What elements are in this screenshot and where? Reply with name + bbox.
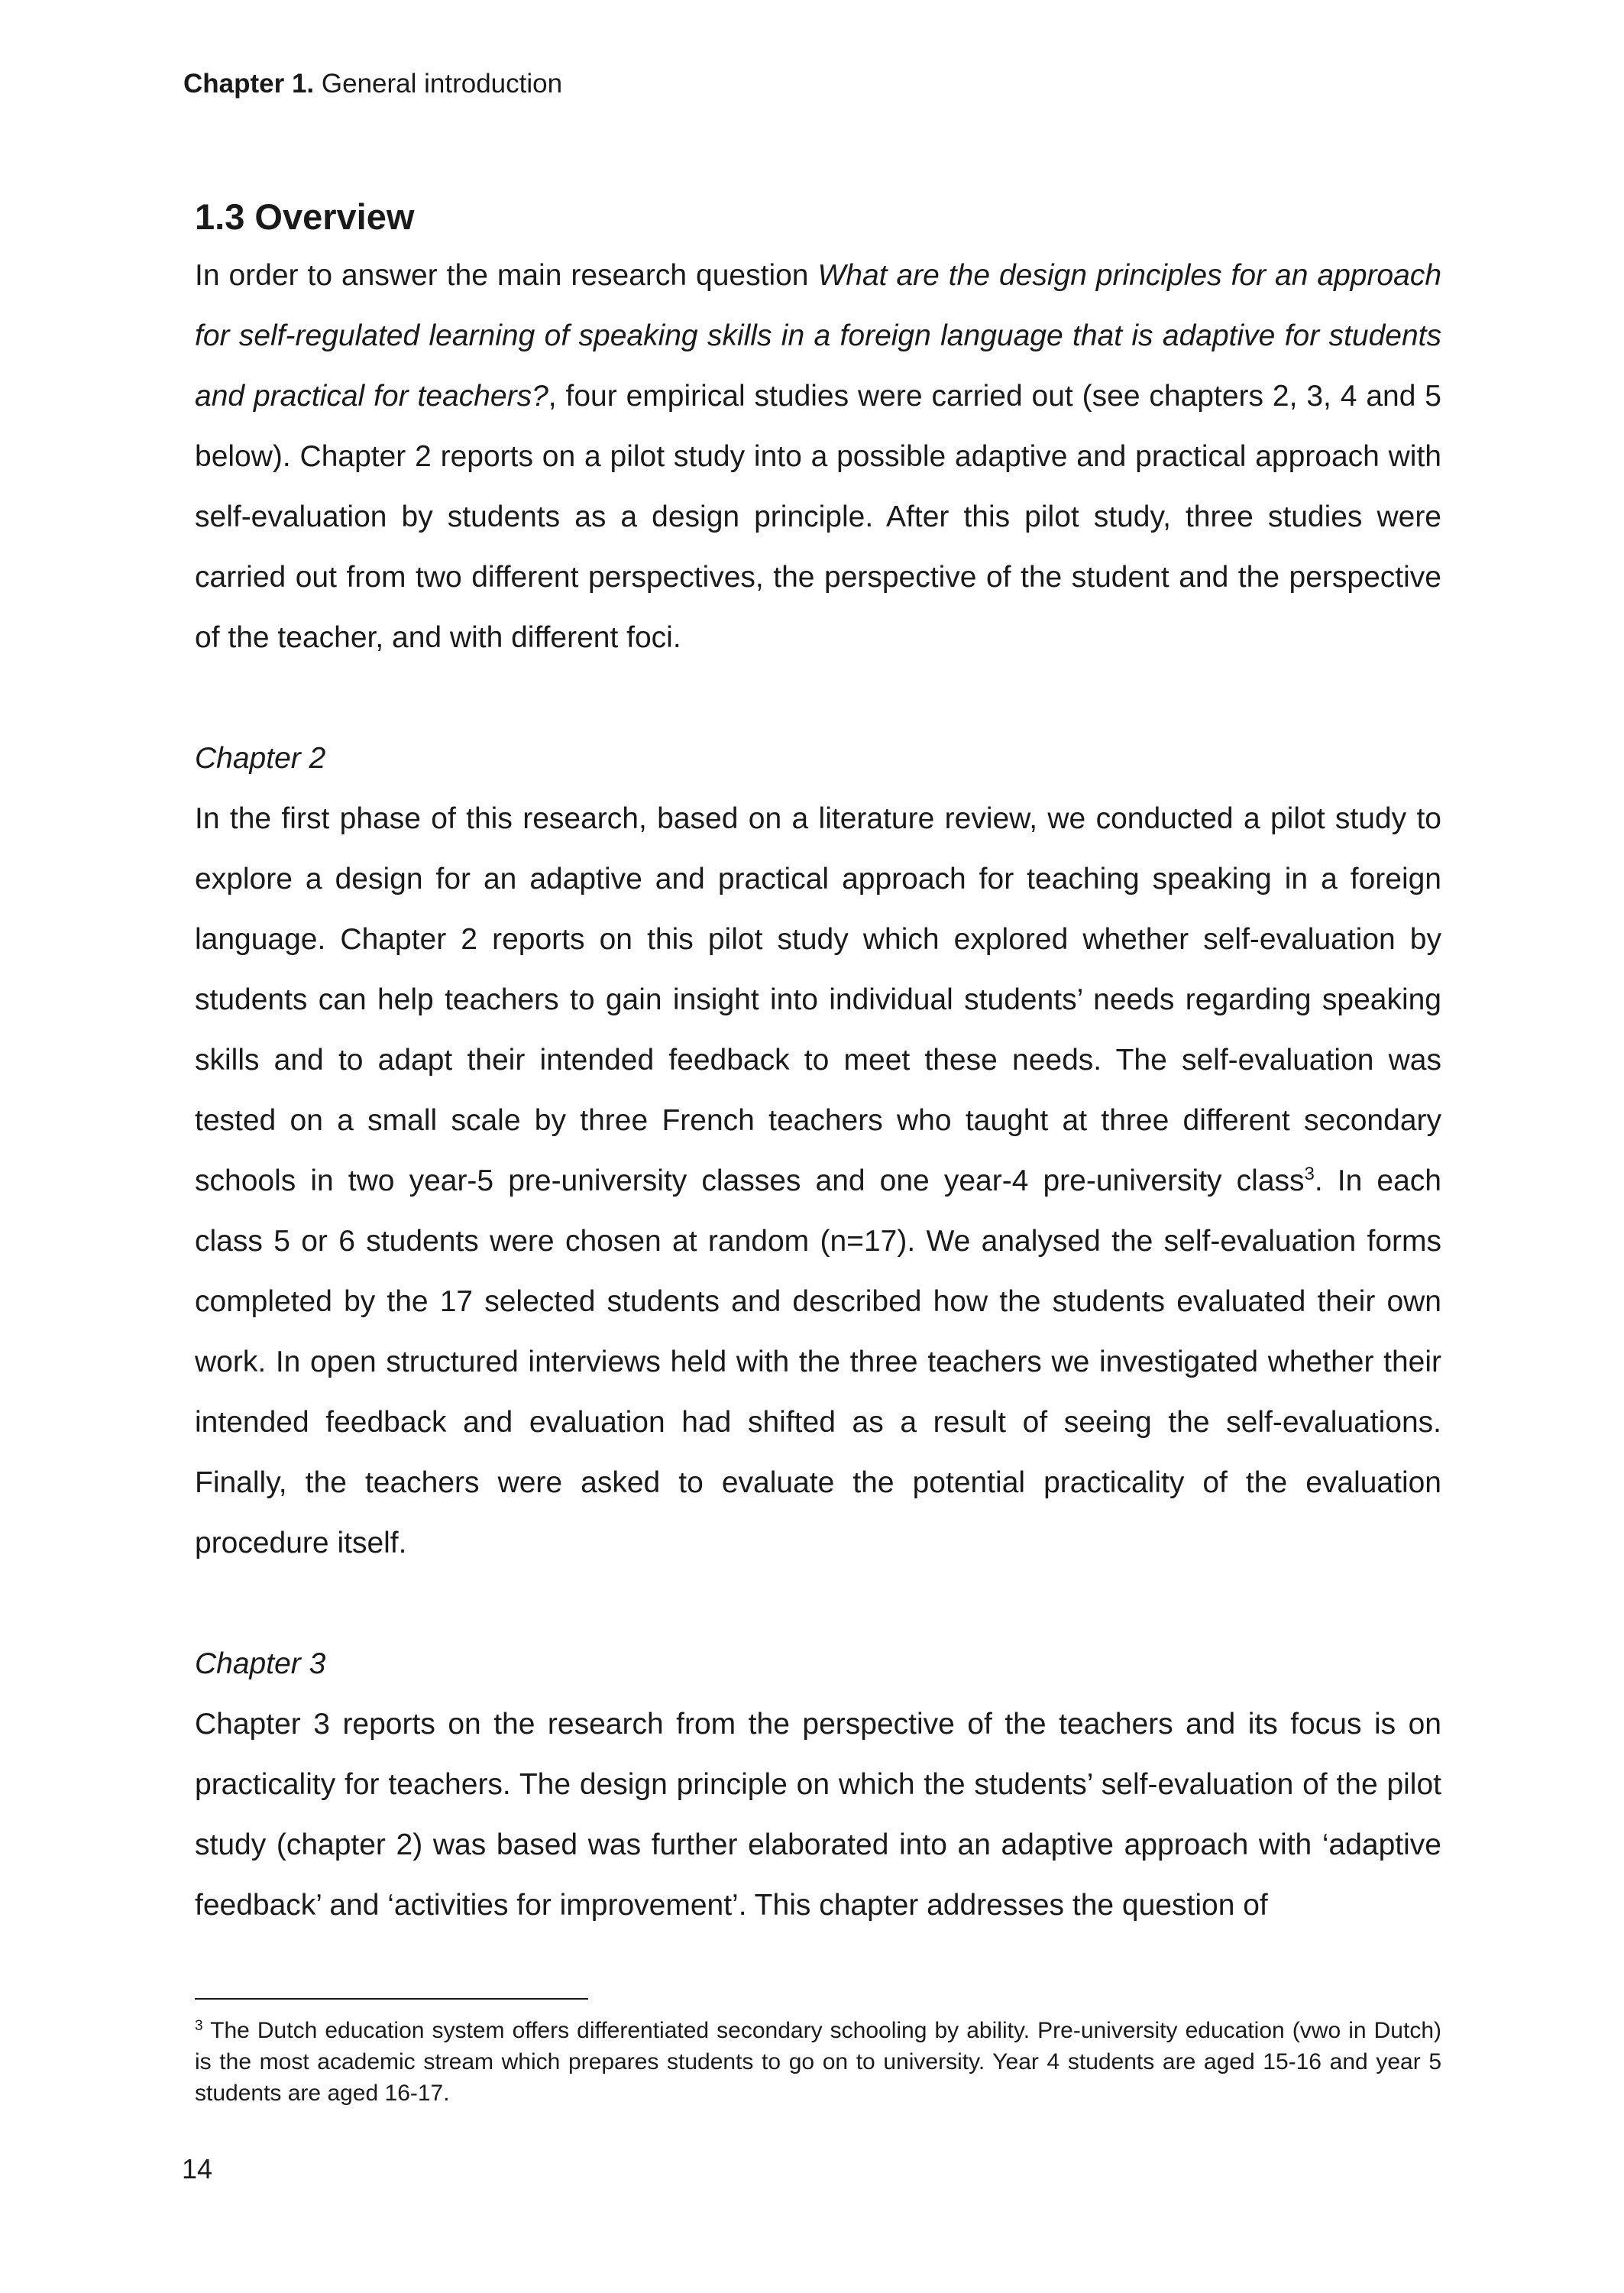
chapter-label: Chapter 1.	[183, 69, 315, 99]
research-question: What are the design principles for an approach for self-regulated learning of speaking skills in a foreign language that is adaptive for students and practical for teachers?	[195, 259, 1442, 413]
footnote-number: 3	[195, 2018, 203, 2034]
footnote-divider	[195, 1998, 588, 2000]
chapter2-text: In the first phase of this research, based on a literature review, we conducted a pilot study to explore a design for an adaptive and practical approach for teaching speaking in a foreign language. Chapter 2 reports on this pilot study which explored whether self-evaluation by students can help teachers to gain insight into individual students’ needs regarding speaking skills and to adapt their intended feedback to meet these needs. The self-evaluation was tested on a small scale by three French teachers who taught at three different secondary schools in two year-5 pre-university classes and one year-4 pre-university class	[195, 802, 1441, 1197]
intro-continuation: , four empirical studies were carried out (see chapters 2, 3, 4 and 5 below). Chapter 2 reports on a pilot study into a possible adaptive and practical approach with self-evaluation by students as a design principle. After this pilot study, three studies were carried out from two different perspectives, the perspective of the student and the perspective of the teacher, and with different foci.	[195, 380, 1441, 654]
intro-text: In order to answer the main research question	[195, 259, 818, 292]
chapter-title: General introduction	[321, 69, 563, 99]
overview-paragraph	[195, 245, 1441, 668]
chapter2-paragraph	[195, 789, 1441, 1573]
page-number: 14	[182, 2153, 213, 2185]
chapter2-heading: Chapter 2	[195, 742, 326, 775]
chapter3-paragraph: Chapter 3 reports on the research from the perspective of the teachers and its focus is on practicality for teachers. The design principle on which the students’ self-evaluation of the pilot study (chapter 2) was based was further elaborated into an adaptive approach with ‘adaptive feedback’ and ‘activities for improvement’. This chapter addresses the question of	[195, 1708, 1441, 1922]
running-header	[183, 66, 562, 102]
footnote	[195, 2015, 1441, 2109]
chapter3-heading: Chapter 3	[195, 1647, 326, 1680]
main-content	[195, 189, 1441, 1935]
footnote-text: The Dutch education system offers differentiated secondary schooling by ability. Pre-university education (vwo in Dutch) is the most academic stream which prepares students to go on to university. Year 4 students are aged 15-16 and year 5 students are aged 16-17.	[195, 2018, 1441, 2106]
chapter2-continuation: . In each class 5 or 6 students were chosen at random (n=17). We analysed the self-evaluation forms completed by the 17 selected students and described how the students evaluated their own work. In open structured interviews held with the three teachers we investigated whether their intended feedback and evaluation had shifted as a result of seeing the self-evaluations. Finally, the teachers were asked to evaluate the potential practicality of the evaluation procedure itself.	[195, 1164, 1441, 1559]
footnote-reference: 3	[1304, 1164, 1315, 1184]
section-heading: 1.3 Overview	[195, 196, 415, 237]
